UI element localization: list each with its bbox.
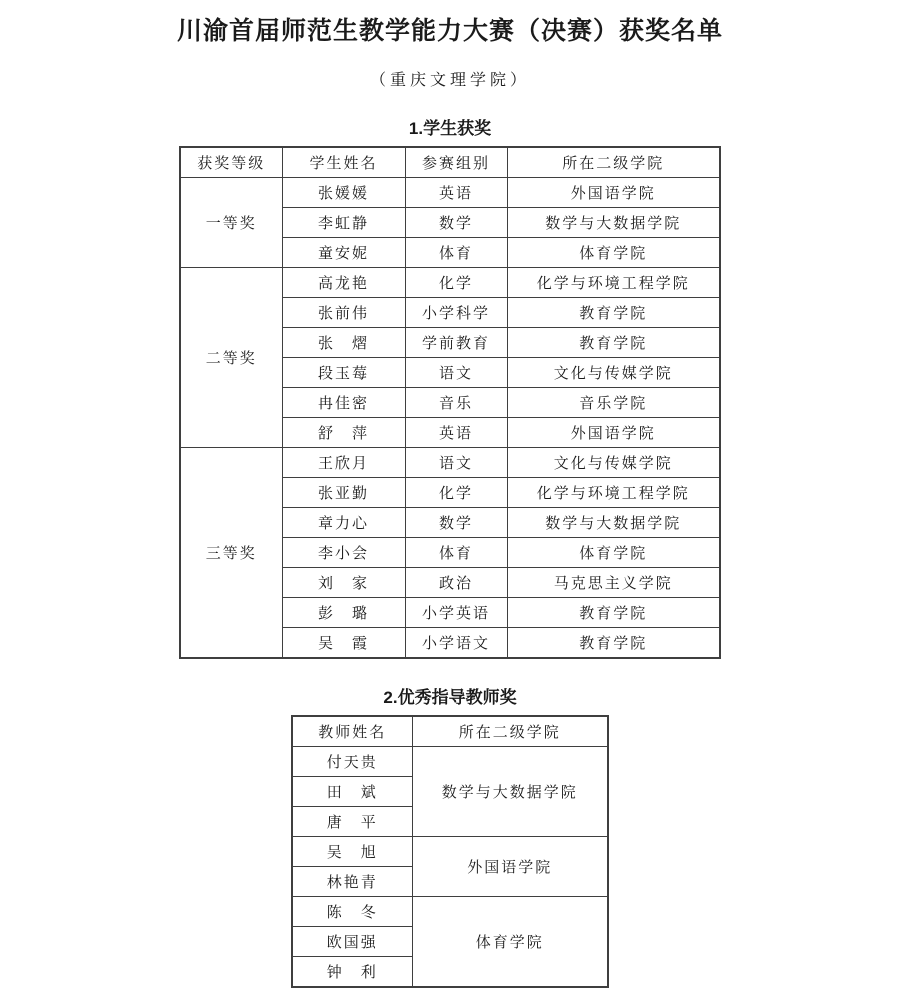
contest-group-cell: 英语: [405, 418, 507, 448]
student-awards-table: [179, 146, 721, 659]
table-row: [292, 837, 608, 867]
contest-group-cell: 小学语文: [405, 628, 507, 659]
student-name-cell: 章力心: [282, 508, 405, 538]
college-cell: 教育学院: [507, 628, 720, 659]
teacher-name-cell: 付天贵: [292, 747, 412, 777]
student-name-cell: 王欣月: [282, 448, 405, 478]
teacher-name-cell: 陈 冬: [292, 897, 412, 927]
student-name-cell: 吴 霞: [282, 628, 405, 659]
teacher-name-cell: 田 斌: [292, 777, 412, 807]
header-row: [180, 147, 720, 178]
column-header: 所在二级学院: [412, 716, 608, 747]
contest-group-cell: 体育: [405, 538, 507, 568]
college-cell: 体育学院: [412, 897, 608, 988]
contest-group-cell: 体育: [405, 238, 507, 268]
student-name-cell: 张前伟: [282, 298, 405, 328]
table-row: [292, 747, 608, 777]
contest-group-cell: 化学: [405, 478, 507, 508]
college-cell: 教育学院: [507, 328, 720, 358]
contest-group-cell: 音乐: [405, 388, 507, 418]
header-row: [292, 716, 608, 747]
college-cell: 马克思主义学院: [507, 568, 720, 598]
award-level-cell: 二等奖: [180, 268, 282, 448]
teacher-name-cell: 唐 平: [292, 807, 412, 837]
contest-group-cell: 化学: [405, 268, 507, 298]
college-cell: 体育学院: [507, 538, 720, 568]
student-name-cell: 彭 璐: [282, 598, 405, 628]
student-name-cell: 童安妮: [282, 238, 405, 268]
teacher-name-cell: 吴 旭: [292, 837, 412, 867]
contest-group-cell: 小学科学: [405, 298, 507, 328]
page-subtitle: （重庆文理学院）: [369, 72, 530, 89]
student-name-cell: 李小会: [282, 538, 405, 568]
college-cell: 数学与大数据学院: [507, 508, 720, 538]
contest-group-cell: 语文: [405, 358, 507, 388]
contest-group-cell: 小学英语: [405, 598, 507, 628]
student-name-cell: 舒 萍: [282, 418, 405, 448]
college-cell: 体育学院: [507, 238, 720, 268]
college-cell: 数学与大数据学院: [412, 747, 608, 837]
college-cell: 文化与传媒学院: [507, 448, 720, 478]
contest-group-cell: 政治: [405, 568, 507, 598]
contest-group-cell: 语文: [405, 448, 507, 478]
teacher-name-cell: 钟 利: [292, 957, 412, 988]
college-cell: 数学与大数据学院: [507, 208, 720, 238]
student-name-cell: 刘 家: [282, 568, 405, 598]
contest-group-cell: 数学: [405, 208, 507, 238]
student-awards-heading: 1.学生获奖: [408, 119, 492, 138]
college-cell: 音乐学院: [507, 388, 720, 418]
column-header: 获奖等级: [180, 147, 282, 178]
column-header: 参赛组别: [405, 147, 507, 178]
teacher-name-cell: 林艳青: [292, 867, 412, 897]
student-name-cell: 段玉莓: [282, 358, 405, 388]
college-cell: 外国语学院: [507, 418, 720, 448]
teacher-name-cell: 欧国强: [292, 927, 412, 957]
column-header: 学生姓名: [282, 147, 405, 178]
college-cell: 外国语学院: [412, 837, 608, 897]
award-level-cell: 一等奖: [180, 178, 282, 268]
college-cell: 化学与环境工程学院: [507, 268, 720, 298]
teacher-awards-heading: 2.优秀指导教师奖: [383, 688, 517, 707]
student-name-cell: 张 熠: [282, 328, 405, 358]
student-name-cell: 高龙艳: [282, 268, 405, 298]
table-row: [180, 178, 720, 208]
college-cell: 教育学院: [507, 298, 720, 328]
college-cell: 化学与环境工程学院: [507, 478, 720, 508]
table-row: [292, 897, 608, 927]
page-title: 川渝首届师范生教学能力大赛（决赛）获奖名单: [176, 17, 723, 45]
contest-group-cell: 学前教育: [405, 328, 507, 358]
award-level-cell: 三等奖: [180, 448, 282, 659]
contest-group-cell: 英语: [405, 178, 507, 208]
student-name-cell: 张亚勤: [282, 478, 405, 508]
college-cell: 教育学院: [507, 598, 720, 628]
column-header: 所在二级学院: [507, 147, 720, 178]
table-row: [180, 268, 720, 298]
column-header: 教师姓名: [292, 716, 412, 747]
contest-group-cell: 数学: [405, 508, 507, 538]
college-cell: 文化与传媒学院: [507, 358, 720, 388]
student-name-cell: 李虹静: [282, 208, 405, 238]
student-name-cell: 冉佳密: [282, 388, 405, 418]
table-row: [180, 448, 720, 478]
college-cell: 外国语学院: [507, 178, 720, 208]
teacher-awards-table: [291, 715, 609, 988]
student-name-cell: 张媛媛: [282, 178, 405, 208]
